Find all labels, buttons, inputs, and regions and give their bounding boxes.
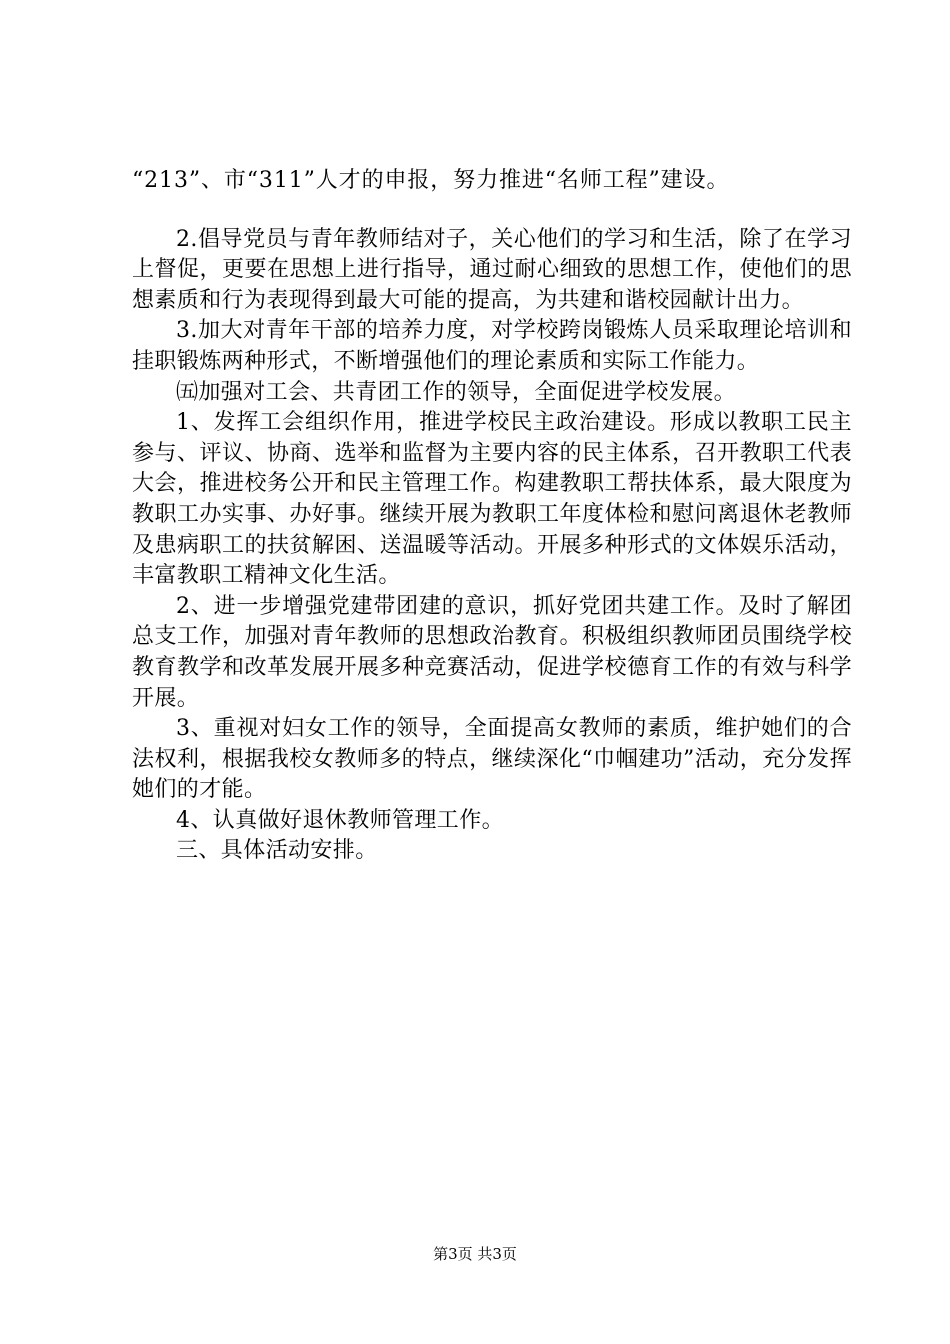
paragraph-union-3: 3、重视对妇女工作的领导，全面提高女教师的素质，维护她们的合法权利，根据我校女教师多的特点，继续深化“巾帼建功”活动，充分发挥她们的才能。 (132, 716, 852, 803)
paragraph-union-4: 4、认真做好退休教师管理工作。 (176, 807, 504, 833)
paragraph-union-2: 2、进一步增强党建带团建的意识，抓好党团共建工作。及时了解团总支工作，加强对青年教师的思想政治教育。积极组织教师团员围绕学校教育教学和改革发展开展多种竞赛活动，促进学校德育工作的有效与科学开展。 (132, 593, 852, 711)
paragraph-item-3: 3.加大对青年干部的培养力度，对学校跨岗锻炼人员采取理论培训和挂职锻炼两种形式，不断增强他们的理论素质和实际工作能力。 (132, 318, 852, 374)
paragraph-union-1: 1、发挥工会组织作用，推进学校民主政治建设。形成以教职工民主参与、评议、协商、选举和监督为主要内容的民主体系，召开教职工代表大会，推进校务公开和民主管理工作。构建教职工帮扶体系，最大限度为教职工办实事、办好事。继续开展为教职工年度体检和慰问离退休老教师及患病职工的扶贫解困、送温暖等活动。开展多种形式的文体娱乐活动，丰富教职工精神文化生活。 (132, 410, 852, 589)
paragraph-item-2: 2.倡导党员与青年教师结对子，关心他们的学习和生活，除了在学习上督促，更要在思想上进行指导，通过耐心细致的思想工作，使他们的思想素质和行为表现得到最大可能的提高，为共建和谐校园献计出力。 (132, 226, 852, 313)
page-footer: 第3页 共3页 (433, 1245, 517, 1263)
document-body (132, 166, 852, 867)
section-heading-3: 三、具体活动安排。 (176, 838, 378, 864)
section-heading-5: ㈤加强对工会、共青团工作的领导，全面促进学校发展。 (176, 379, 737, 405)
paragraph-continuation: “213”、市“311”人才的申报，努力推进“名师工程”建设。 (132, 168, 730, 193)
